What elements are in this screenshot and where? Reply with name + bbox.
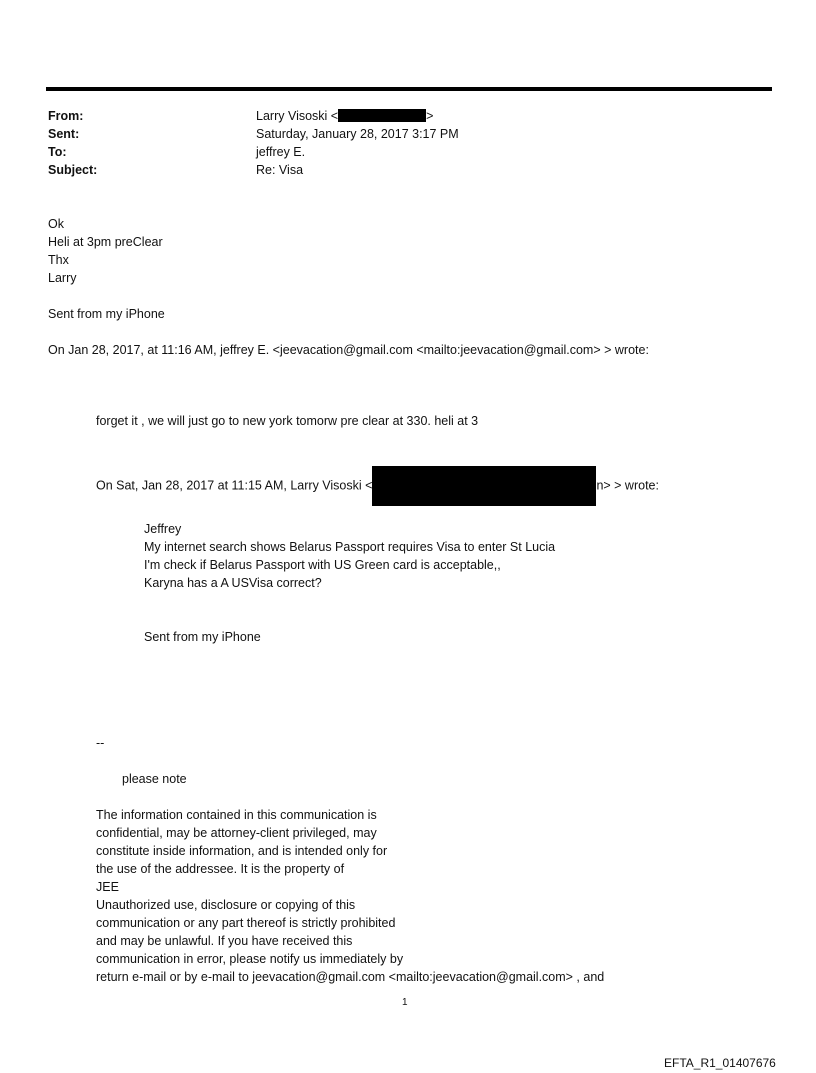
page-number: 1 — [402, 997, 408, 1008]
redaction-box — [372, 466, 596, 506]
header-rule — [46, 87, 772, 91]
subject-value: Re: Visa — [256, 163, 304, 177]
disclaimer-line: The information contained in this communication is — [96, 808, 377, 822]
quoted-message-line: I'm check if Belarus Passport with US Green card is acceptable,, — [144, 558, 501, 572]
disclaimer — [96, 806, 716, 986]
disclaimer-line: communication or any part thereof is strictly prohibited — [96, 916, 396, 930]
from-name: Larry Visoski < — [256, 109, 339, 123]
sent-value: Saturday, January 28, 2017 3:17 PM — [256, 127, 459, 141]
disclaimer-line: confidential, may be attorney-client privileged, may — [96, 826, 377, 840]
disclaimer-line: Unauthorized use, disclosure or copying of this — [96, 898, 356, 912]
disclaimer-heading: please note — [122, 772, 187, 786]
signature-line: Sent from my iPhone — [144, 630, 261, 644]
reply-line: Larry — [48, 271, 77, 285]
reply-line: Thx — [48, 253, 69, 267]
from-value — [256, 107, 433, 125]
header-to-row — [48, 143, 748, 161]
header-subject-row — [48, 161, 748, 179]
quoted-message-line: Karyna has a A USVisa correct? — [144, 576, 322, 590]
bates-number: EFTA_R1_01407676 — [664, 1056, 776, 1070]
header-sent-row — [48, 125, 748, 143]
to-value: jeffrey E. — [256, 145, 306, 159]
from-label: From: — [48, 109, 84, 123]
header-from-row — [48, 107, 748, 125]
separator: -- — [96, 736, 105, 750]
reply-line: Ok — [48, 217, 64, 231]
to-label: To: — [48, 145, 67, 159]
subject-label: Subject: — [48, 163, 98, 177]
disclaimer-line: and may be unlawful. If you have received this — [96, 934, 353, 948]
signature-line: Sent from my iPhone — [48, 307, 165, 321]
quote-attribution — [96, 466, 659, 506]
disclaimer-line: constitute inside information, and is intended only for — [96, 844, 388, 858]
disclaimer-line: the use of the addressee. It is the property of — [96, 862, 345, 876]
disclaimer-line: return e-mail or by e-mail to jeevacation@gmail.com <mailto:jeevacation@gmail.com> , and — [96, 970, 605, 984]
disclaimer-line: JEE — [96, 880, 119, 894]
quoted-message-line: My internet search shows Belarus Passport requires Visa to enter St Lucia — [144, 540, 556, 554]
quoted-message-line: forget it , we will just go to new york tomorw pre clear at 330. heli at 3 — [96, 414, 479, 428]
quoted-message-line: Jeffrey — [144, 522, 182, 536]
sent-label: Sent: — [48, 127, 80, 141]
attribution-prefix: On Sat, Jan 28, 2017 at 11:15 AM, Larry Visoski < — [96, 478, 373, 493]
redaction-box — [338, 109, 426, 122]
from-close: > — [426, 109, 434, 123]
reply-line: Heli at 3pm preClear — [48, 235, 163, 249]
disclaimer-line: communication in error, please notify us immediately by — [96, 952, 404, 966]
quote-attribution: On Jan 28, 2017, at 11:16 AM, jeffrey E. <jeevacation@gmail.com <mailto:jeevacation@gmail.com> > wrote: — [48, 343, 649, 357]
attribution-suffix: n> > wrote: — [596, 478, 659, 493]
